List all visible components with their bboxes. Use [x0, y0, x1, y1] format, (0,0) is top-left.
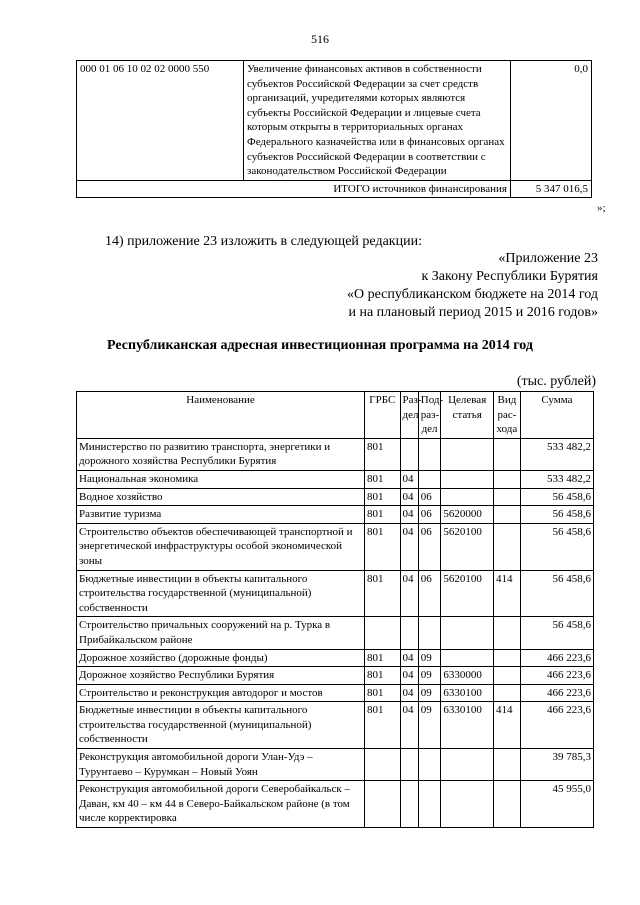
row-grbs: 801 [365, 570, 400, 617]
row-target: 5620000 [441, 506, 494, 524]
row-vid [494, 523, 521, 570]
row-razdel: 04 [400, 667, 418, 685]
row-name: Строительство объектов обеспечивающей транспортной и энергетической инфраструктуры особой экономической зоны [77, 523, 365, 570]
row-sum: 466 223,6 [520, 684, 593, 702]
row-name: Водное хозяйство [77, 488, 365, 506]
table-header [77, 392, 594, 439]
row-name: Реконструкция автомобильной дороги Северобайкальск – Даван, км 40 – км 44 в Северо-Байкальском районе (в том числе корректировка [77, 781, 365, 828]
total-row [77, 180, 592, 198]
row-razdel: 04 [400, 506, 418, 524]
row-grbs: 801 [365, 438, 400, 470]
table-row [77, 649, 594, 667]
row-grbs: 801 [365, 506, 400, 524]
row-name: Строительство причальных сооружений на р. Турка в Прибайкальском районе [77, 617, 365, 649]
program-title: Республиканская адресная инвестиционная программа на 2014 год [107, 338, 533, 353]
row-target [441, 781, 494, 828]
table-row [77, 470, 594, 488]
appendix-line: «Приложение 23 [498, 251, 598, 266]
table-row [77, 781, 594, 828]
row-name: Национальная экономика [77, 470, 365, 488]
header-vid: Вид рас-хода [494, 392, 521, 439]
row-razdel [400, 617, 418, 649]
closing-quote: »; [597, 202, 606, 214]
row-podrazdel [418, 781, 441, 828]
total-label: ИТОГО источников финансирования [77, 180, 511, 198]
row-target: 6330100 [441, 684, 494, 702]
row-podrazdel: 06 [418, 488, 441, 506]
row-sum: 45 955,0 [520, 781, 593, 828]
row-vid [494, 684, 521, 702]
row-podrazdel [418, 617, 441, 649]
row-grbs: 801 [365, 488, 400, 506]
row-name: Министерство по развитию транспорта, энергетики и дорожного хозяйства Республики Бурятия [77, 438, 365, 470]
header-sum: Сумма [520, 392, 593, 439]
row-podrazdel: 06 [418, 523, 441, 570]
row-podrazdel: 06 [418, 570, 441, 617]
row-podrazdel [418, 749, 441, 781]
row-name: Дорожное хозяйство (дорожные фонды) [77, 649, 365, 667]
row-grbs: 801 [365, 667, 400, 685]
row-razdel: 04 [400, 470, 418, 488]
row-razdel [400, 749, 418, 781]
row-vid [494, 438, 521, 470]
header-name: Наименование [77, 392, 365, 439]
row-podrazdel [418, 470, 441, 488]
row-podrazdel: 09 [418, 684, 441, 702]
row-name: Развитие туризма [77, 506, 365, 524]
table-row [77, 749, 594, 781]
investment-table [76, 391, 594, 828]
table-row [77, 438, 594, 470]
row-razdel: 04 [400, 523, 418, 570]
row-sum: 533 482,2 [520, 470, 593, 488]
row-name: Дорожное хозяйство Республики Бурятия [77, 667, 365, 685]
row-grbs: 801 [365, 684, 400, 702]
row-target [441, 488, 494, 506]
row-name: Бюджетные инвестиции в объекты капитального строительства государственной (муниципальной) собственности [77, 570, 365, 617]
row-sum: 56 458,6 [520, 617, 593, 649]
row-target [441, 749, 494, 781]
row-podrazdel [418, 438, 441, 470]
amendment-paragraph: 14) приложение 23 изложить в следующей редакции: [105, 234, 422, 249]
code-cell: 000 01 06 10 02 02 0000 550 [77, 61, 244, 181]
row-podrazdel: 09 [418, 649, 441, 667]
row-sum: 466 223,6 [520, 667, 593, 685]
row-podrazdel: 09 [418, 667, 441, 685]
row-grbs [365, 781, 400, 828]
description-cell: Увеличение финансовых активов в собственности субъектов Российской Федерации за счет средств организаций, учредителями которых являются субъекты Российской Федерации и лицевые счета которым открыты в территориальных органах Федерального казначейства или в финансовых органах субъектов Российской Федерации в соответствии с законодательством Российской Федерации [244, 61, 511, 181]
header-razdel: Раз-дел [400, 392, 418, 439]
row-target: 5620100 [441, 570, 494, 617]
row-razdel: 04 [400, 684, 418, 702]
row-target: 5620100 [441, 523, 494, 570]
row-target: 6330000 [441, 667, 494, 685]
table-row [77, 506, 594, 524]
row-sum: 466 223,6 [520, 649, 593, 667]
row-sum: 56 458,6 [520, 523, 593, 570]
appendix-header [347, 250, 598, 322]
appendix-line: «О республиканском бюджете на 2014 год [347, 287, 598, 302]
row-name: Строительство и реконструкция автодорог и мостов [77, 684, 365, 702]
row-target [441, 617, 494, 649]
row-vid: 414 [494, 702, 521, 749]
table-row [77, 684, 594, 702]
row-vid [494, 649, 521, 667]
row-grbs: 801 [365, 649, 400, 667]
table-row [77, 61, 592, 181]
row-vid [494, 667, 521, 685]
header-podrazdel: Под-раз-дел [418, 392, 441, 439]
row-grbs: 801 [365, 523, 400, 570]
row-sum: 466 223,6 [520, 702, 593, 749]
row-name: Реконструкция автомобильной дороги Улан-Удэ – Турунтаево – Курумкан – Новый Уоян [77, 749, 365, 781]
row-sum: 56 458,6 [520, 570, 593, 617]
row-grbs [365, 749, 400, 781]
row-razdel: 04 [400, 488, 418, 506]
row-grbs: 801 [365, 470, 400, 488]
row-razdel: 04 [400, 702, 418, 749]
row-target [441, 438, 494, 470]
row-name: Бюджетные инвестиции в объекты капитального строительства государственной (муниципальной) собственности [77, 702, 365, 749]
row-podrazdel: 06 [418, 506, 441, 524]
table-row [77, 617, 594, 649]
row-grbs [365, 617, 400, 649]
table-row [77, 702, 594, 749]
row-vid [494, 470, 521, 488]
header-target: Целевая статья [441, 392, 494, 439]
row-vid [494, 488, 521, 506]
row-target: 6330100 [441, 702, 494, 749]
row-razdel [400, 781, 418, 828]
row-sum: 56 458,6 [520, 488, 593, 506]
appendix-line: и на плановый период 2015 и 2016 годов» [348, 305, 598, 320]
row-sum: 56 458,6 [520, 506, 593, 524]
table-row [77, 488, 594, 506]
table-row [77, 523, 594, 570]
row-razdel: 04 [400, 649, 418, 667]
row-vid [494, 749, 521, 781]
row-razdel [400, 438, 418, 470]
header-grbs: ГРБС [365, 392, 400, 439]
table-row [77, 667, 594, 685]
sources-table [76, 60, 592, 198]
row-target [441, 649, 494, 667]
row-vid [494, 617, 521, 649]
row-vid [494, 506, 521, 524]
appendix-line: к Закону Республики Бурятия [421, 269, 598, 284]
row-target [441, 470, 494, 488]
row-vid: 414 [494, 570, 521, 617]
table-row [77, 570, 594, 617]
row-razdel: 04 [400, 570, 418, 617]
amount-cell: 0,0 [511, 61, 592, 181]
units-label: (тыс. рублей) [516, 374, 596, 389]
row-sum: 39 785,3 [520, 749, 593, 781]
row-vid [494, 781, 521, 828]
row-grbs: 801 [365, 702, 400, 749]
total-amount: 5 347 016,5 [511, 180, 592, 198]
row-podrazdel: 09 [418, 702, 441, 749]
page-number: 516 [311, 32, 329, 46]
row-sum: 533 482,2 [520, 438, 593, 470]
